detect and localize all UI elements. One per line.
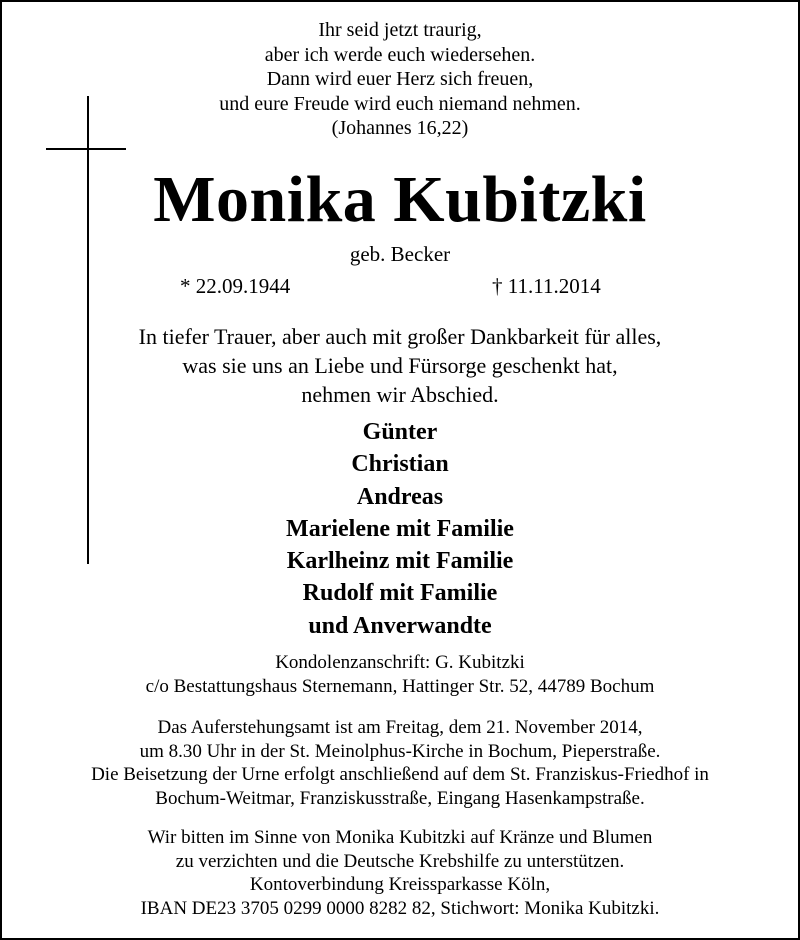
maiden-name: geb. Becker <box>349 242 451 266</box>
family-member: und Anverwandte <box>308 612 492 639</box>
verse-line: und eure Freude wird euch niemand nehmen. <box>219 92 581 115</box>
family-list <box>0 416 800 642</box>
family-member: Rudolf mit Familie <box>302 580 498 607</box>
verse-reference: (Johannes 16,22) <box>331 117 469 139</box>
family-member: Andreas <box>356 483 444 510</box>
verse-line: Dann wird euer Herz sich freuen, <box>266 68 534 90</box>
family-member: Karlheinz mit Familie <box>286 548 514 575</box>
request-line: IBAN DE23 3705 0299 0000 8282 82, Stichwort: Monika Kubitzki. <box>140 897 660 919</box>
death-date: † 11.11.2014 <box>492 274 601 298</box>
service-line: Bochum-Weitmar, Franziskusstraße, Eingang Hasenkampstraße. <box>155 788 645 810</box>
request-line: Kontoverbindung Kreissparkasse Köln, <box>249 874 551 896</box>
condolence-address <box>0 651 800 698</box>
service-line: Das Auferstehungsamt ist am Freitag, dem 21. November 2014, <box>157 717 643 738</box>
bible-verse <box>0 18 800 141</box>
mourning-line: was sie uns an Liebe und Fürsorge geschenkt hat, <box>182 353 618 378</box>
condolence-line: c/o Bestattungshaus Sternemann, Hattinger Str. 52, 44789 Bochum <box>145 675 655 697</box>
request-line: zu verzichten und die Deutsche Krebshilfe zu unterstützen. <box>175 850 625 872</box>
mourning-text <box>0 322 800 409</box>
family-member: Günter <box>362 419 438 445</box>
deceased-name: Monika Kubitzki <box>153 163 647 236</box>
condolence-line: Kondolenzanschrift: G. Kubitzki <box>275 652 525 673</box>
mourning-line: nehmen wir Abschied. <box>301 382 499 407</box>
service-line: um 8.30 Uhr in der St. Meinolphus-Kirche in Bochum, Pieperstraße. <box>139 740 661 762</box>
verse-line: aber ich werde euch wiedersehen. <box>264 43 536 66</box>
mourning-line: In tiefer Trauer, aber auch mit großer Dankbarkeit für alles, <box>138 324 662 349</box>
donation-request <box>0 826 800 920</box>
family-member: Christian <box>351 451 449 478</box>
verse-line: Ihr seid jetzt traurig, <box>318 19 482 41</box>
service-details <box>0 716 800 811</box>
family-member: Marielene mit Familie <box>286 515 514 542</box>
service-line: Die Beisetzung der Urne erfolgt anschließend auf dem St. Franziskus-Friedhof in <box>91 764 709 786</box>
birth-date: * 22.09.1944 <box>180 274 291 298</box>
cross-icon-horizontal-bar <box>46 148 126 150</box>
request-line: Wir bitten im Sinne von Monika Kubitzki auf Kränze und Blumen <box>147 827 653 848</box>
